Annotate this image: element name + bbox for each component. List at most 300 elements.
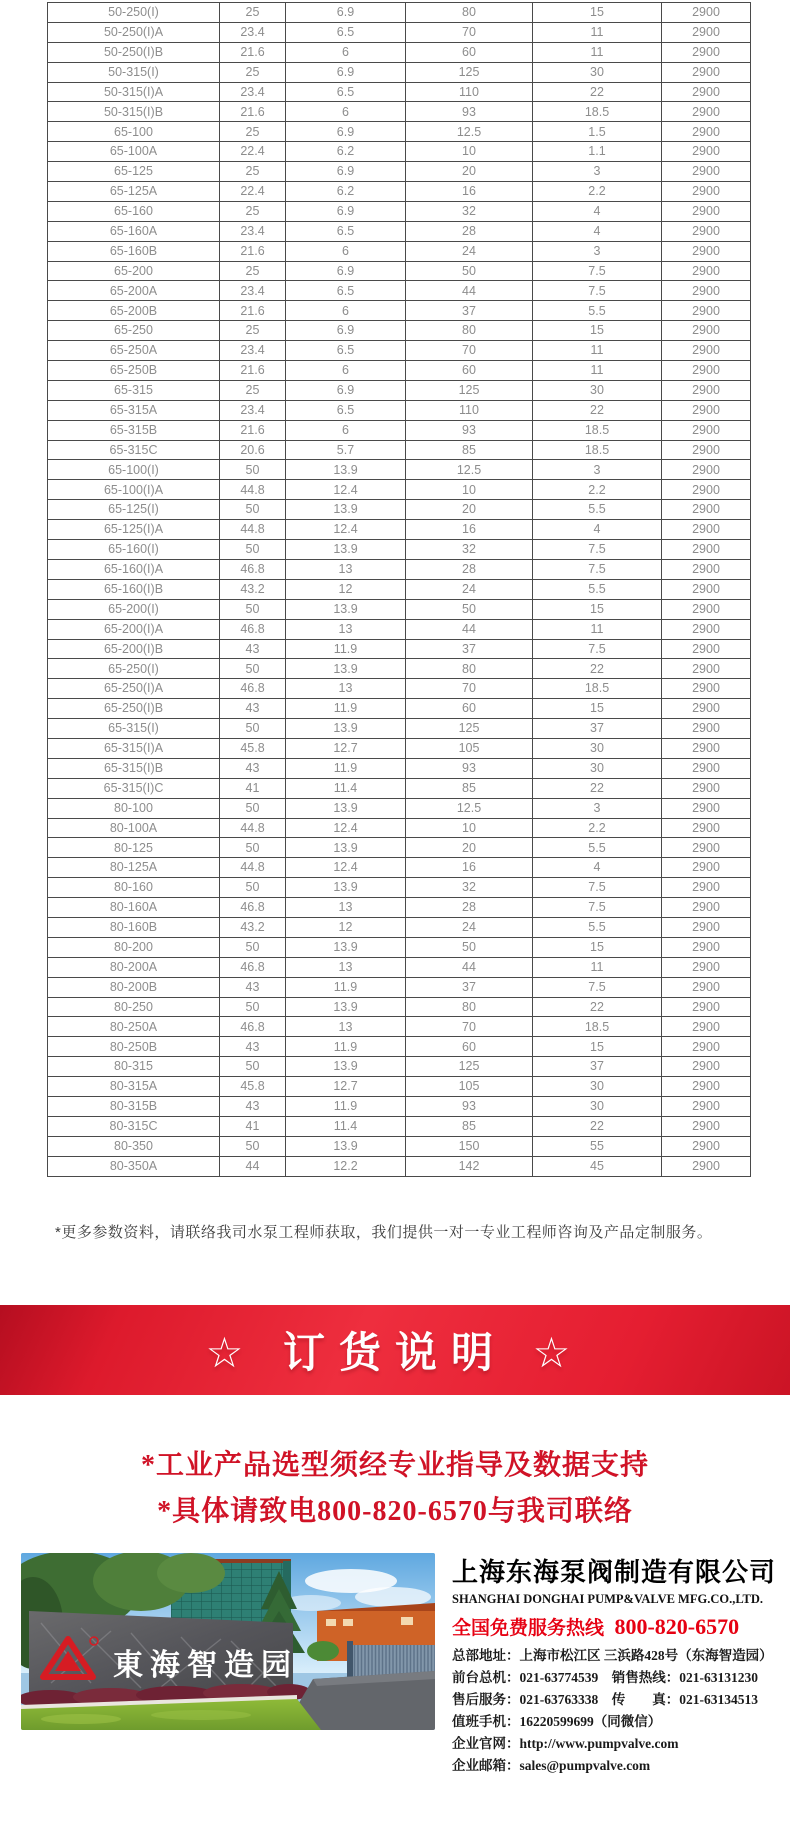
table-cell: 2900 <box>662 400 751 420</box>
table-row <box>48 818 751 838</box>
table-cell: 12 <box>286 917 406 937</box>
table-cell: 65-315C <box>48 440 220 460</box>
table-cell: 6.5 <box>286 400 406 420</box>
table-cell: 80-350A <box>48 1156 220 1176</box>
table-cell: 65-200(I)A <box>48 619 220 639</box>
table-cell: 44.8 <box>220 520 286 540</box>
table-cell: 6 <box>286 420 406 440</box>
table-cell: 50 <box>406 937 533 957</box>
table-row <box>48 122 751 142</box>
table-cell: 43 <box>220 1096 286 1116</box>
table-cell: 7.5 <box>533 898 662 918</box>
table-cell: 24 <box>406 241 533 261</box>
table-cell: 2900 <box>662 937 751 957</box>
table-cell: 65-315(I)B <box>48 758 220 778</box>
table-row <box>48 719 751 739</box>
table-cell: 5.5 <box>533 301 662 321</box>
table-cell: 80-100 <box>48 798 220 818</box>
table-cell: 70 <box>406 679 533 699</box>
table-cell: 65-315(I) <box>48 719 220 739</box>
table-cell: 65-250A <box>48 341 220 361</box>
table-cell: 2900 <box>662 241 751 261</box>
table-cell: 80-160A <box>48 898 220 918</box>
table-cell: 65-100 <box>48 122 220 142</box>
table-cell: 50 <box>406 599 533 619</box>
table-cell: 37 <box>406 301 533 321</box>
table-cell: 11 <box>533 341 662 361</box>
table-cell: 23.4 <box>220 221 286 241</box>
table-cell: 18.5 <box>533 440 662 460</box>
table-cell: 11.4 <box>286 778 406 798</box>
table-cell: 21.6 <box>220 420 286 440</box>
table-cell: 6 <box>286 301 406 321</box>
table-cell: 65-250 <box>48 321 220 341</box>
table-cell: 50-315(I)B <box>48 102 220 122</box>
table-cell: 2900 <box>662 699 751 719</box>
table-cell: 21.6 <box>220 241 286 261</box>
table-cell: 50-250(I)A <box>48 22 220 42</box>
table-cell: 44 <box>220 1156 286 1176</box>
table-cell: 85 <box>406 778 533 798</box>
table-cell: 65-160B <box>48 241 220 261</box>
table-row <box>48 917 751 937</box>
table-cell: 2900 <box>662 480 751 500</box>
table-cell: 2900 <box>662 500 751 520</box>
table-cell: 22 <box>533 400 662 420</box>
table-row <box>48 957 751 977</box>
table-cell: 12.5 <box>406 122 533 142</box>
table-cell: 18.5 <box>533 679 662 699</box>
table-cell: 43 <box>220 1037 286 1057</box>
table-cell: 13.9 <box>286 500 406 520</box>
table-row <box>48 599 751 619</box>
table-cell: 50 <box>220 500 286 520</box>
table-cell: 16 <box>406 520 533 540</box>
table-cell: 13.9 <box>286 878 406 898</box>
contact-address: 总部地址：上海市松江区 三浜路428号（东海智造园） <box>452 1648 773 1663</box>
table-cell: 65-315(I)C <box>48 778 220 798</box>
service-hotline <box>452 1613 782 1640</box>
table-cell: 18.5 <box>533 102 662 122</box>
table-row <box>48 361 751 381</box>
table-cell: 15 <box>533 1037 662 1057</box>
table-cell: 6.5 <box>286 281 406 301</box>
table-cell: 142 <box>406 1156 533 1176</box>
table-cell: 2900 <box>662 341 751 361</box>
table-row <box>48 1057 751 1077</box>
table-cell: 22 <box>533 778 662 798</box>
table-row <box>48 201 751 221</box>
table-cell: 11.9 <box>286 977 406 997</box>
table-row <box>48 540 751 560</box>
table-cell: 93 <box>406 758 533 778</box>
table-cell: 6.5 <box>286 341 406 361</box>
table-row <box>48 221 751 241</box>
table-cell: 3 <box>533 162 662 182</box>
table-cell: 2900 <box>662 858 751 878</box>
table-cell: 2900 <box>662 42 751 62</box>
table-cell: 2900 <box>662 898 751 918</box>
table-cell: 65-125 <box>48 162 220 182</box>
table-cell: 80-200A <box>48 957 220 977</box>
table-cell: 125 <box>406 62 533 82</box>
table-cell: 15 <box>533 937 662 957</box>
table-cell: 7.5 <box>533 878 662 898</box>
table-cell: 80-315C <box>48 1116 220 1136</box>
table-cell: 2900 <box>662 1136 751 1156</box>
table-cell: 2.2 <box>533 182 662 202</box>
table-cell: 6.5 <box>286 22 406 42</box>
table-cell: 50-250(I)B <box>48 42 220 62</box>
table-cell: 60 <box>406 361 533 381</box>
table-row <box>48 261 751 281</box>
selection-guidance-notice: *工业产品选型须经专业指导及数据支持 <box>140 1450 649 1481</box>
table-cell: 2900 <box>662 221 751 241</box>
table-cell: 2900 <box>662 619 751 639</box>
table-row <box>48 321 751 341</box>
table-row <box>48 1156 751 1176</box>
table-cell: 21.6 <box>220 102 286 122</box>
table-cell: 93 <box>406 420 533 440</box>
table-cell: 80-315B <box>48 1096 220 1116</box>
table-cell: 12.5 <box>406 460 533 480</box>
table-cell: 30 <box>533 1077 662 1097</box>
table-cell: 22.4 <box>220 182 286 202</box>
table-cell: 2900 <box>662 82 751 102</box>
table-row <box>48 400 751 420</box>
table-cell: 4 <box>533 858 662 878</box>
table-cell: 6.9 <box>286 3 406 23</box>
table-cell: 2900 <box>662 62 751 82</box>
table-cell: 50-250(I) <box>48 3 220 23</box>
table-row <box>48 440 751 460</box>
table-cell: 2900 <box>662 977 751 997</box>
table-cell: 13 <box>286 957 406 977</box>
table-cell: 13.9 <box>286 798 406 818</box>
table-row <box>48 858 751 878</box>
table-cell: 10 <box>406 142 533 162</box>
table-cell: 2900 <box>662 440 751 460</box>
table-cell: 2900 <box>662 460 751 480</box>
table-cell: 80-250A <box>48 1017 220 1037</box>
table-row <box>48 659 751 679</box>
table-cell: 15 <box>533 321 662 341</box>
table-cell: 93 <box>406 102 533 122</box>
table-cell: 125 <box>406 1057 533 1077</box>
table-cell: 10 <box>406 480 533 500</box>
table-cell: 80-200B <box>48 977 220 997</box>
table-cell: 23.4 <box>220 82 286 102</box>
table-cell: 6.9 <box>286 321 406 341</box>
table-cell: 85 <box>406 1116 533 1136</box>
table-cell: 46.8 <box>220 898 286 918</box>
table-cell: 41 <box>220 778 286 798</box>
table-row <box>48 22 751 42</box>
table-cell: 11 <box>533 619 662 639</box>
table-cell: 7.5 <box>533 261 662 281</box>
table-row <box>48 341 751 361</box>
table-cell: 12.4 <box>286 818 406 838</box>
table-cell: 2900 <box>662 1077 751 1097</box>
table-cell: 13 <box>286 679 406 699</box>
table-cell: 3 <box>533 460 662 480</box>
company-name-en: SHANGHAI DONGHAI PUMP&VALVE MFG.CO.,LTD. <box>452 1592 764 1606</box>
table-cell: 11.4 <box>286 1116 406 1136</box>
table-cell: 13 <box>286 898 406 918</box>
order-instructions-banner <box>0 1305 790 1395</box>
table-cell: 25 <box>220 321 286 341</box>
contact-phone-notice: *具体请致电800-820-6570与我司联络 <box>157 1496 633 1527</box>
table-cell: 2900 <box>662 361 751 381</box>
table-cell: 2900 <box>662 758 751 778</box>
table-cell: 46.8 <box>220 957 286 977</box>
table-cell: 13.9 <box>286 1136 406 1156</box>
table-cell: 2900 <box>662 1037 751 1057</box>
table-cell: 20 <box>406 162 533 182</box>
table-row <box>48 500 751 520</box>
table-cell: 43 <box>220 699 286 719</box>
table-cell: 21.6 <box>220 42 286 62</box>
table-cell: 2900 <box>662 997 751 1017</box>
campus-photo-art <box>21 1553 435 1730</box>
table-cell: 50 <box>220 1057 286 1077</box>
table-cell: 37 <box>533 719 662 739</box>
table-row <box>48 699 751 719</box>
table-cell: 2900 <box>662 639 751 659</box>
table-cell: 41 <box>220 1116 286 1136</box>
table-cell: 6.2 <box>286 182 406 202</box>
table-cell: 24 <box>406 917 533 937</box>
table-cell: 60 <box>406 699 533 719</box>
table-cell: 6.2 <box>286 142 406 162</box>
table-cell: 23.4 <box>220 400 286 420</box>
table-cell: 4 <box>533 221 662 241</box>
table-cell: 44 <box>406 281 533 301</box>
table-cell: 5.5 <box>533 838 662 858</box>
table-cell: 2900 <box>662 321 751 341</box>
table-cell: 2900 <box>662 1096 751 1116</box>
table-cell: 13.9 <box>286 460 406 480</box>
table-cell: 6.9 <box>286 122 406 142</box>
table-cell: 65-160(I)A <box>48 559 220 579</box>
table-cell: 32 <box>406 540 533 560</box>
contact-website: 企业官网：http://www.pumpvalve.com <box>452 1736 679 1751</box>
table-cell: 45 <box>533 1156 662 1176</box>
table-cell: 2900 <box>662 1116 751 1136</box>
table-row <box>48 162 751 182</box>
table-cell: 2900 <box>662 957 751 977</box>
table-cell: 5.7 <box>286 440 406 460</box>
table-cell: 25 <box>220 62 286 82</box>
table-cell: 2900 <box>662 162 751 182</box>
table-row <box>48 679 751 699</box>
table-cell: 28 <box>406 898 533 918</box>
table-cell: 32 <box>406 878 533 898</box>
table-cell: 2900 <box>662 878 751 898</box>
table-cell: 2900 <box>662 798 751 818</box>
hotline-number: 800-820-6570 <box>614 1614 740 1639</box>
table-cell: 12.4 <box>286 858 406 878</box>
table-cell: 65-200(I)B <box>48 639 220 659</box>
table-cell: 50 <box>220 719 286 739</box>
table-cell: 44 <box>406 619 533 639</box>
table-cell: 13.9 <box>286 719 406 739</box>
table-cell: 12.5 <box>406 798 533 818</box>
table-cell: 6 <box>286 361 406 381</box>
table-cell: 50 <box>220 798 286 818</box>
table-cell: 16 <box>406 858 533 878</box>
table-row <box>48 1037 751 1057</box>
company-campus-photo <box>21 1553 435 1730</box>
table-cell: 65-250(I)A <box>48 679 220 699</box>
table-cell: 65-315 <box>48 380 220 400</box>
table-cell: 25 <box>220 3 286 23</box>
table-cell: 25 <box>220 261 286 281</box>
table-cell: 110 <box>406 82 533 102</box>
table-cell: 2900 <box>662 579 751 599</box>
table-cell: 2900 <box>662 659 751 679</box>
table-cell: 13.9 <box>286 838 406 858</box>
table-cell: 2900 <box>662 818 751 838</box>
table-cell: 21.6 <box>220 301 286 321</box>
table-cell: 28 <box>406 221 533 241</box>
table-row <box>48 977 751 997</box>
table-cell: 25 <box>220 122 286 142</box>
table-cell: 13 <box>286 619 406 639</box>
table-row <box>48 639 751 659</box>
table-cell: 16 <box>406 182 533 202</box>
table-cell: 65-100A <box>48 142 220 162</box>
table-row <box>48 997 751 1017</box>
table-cell: 21.6 <box>220 361 286 381</box>
table-cell: 65-250(I) <box>48 659 220 679</box>
table-cell: 65-200(I) <box>48 599 220 619</box>
table-cell: 50 <box>220 937 286 957</box>
table-cell: 65-315B <box>48 420 220 440</box>
table-cell: 6.9 <box>286 62 406 82</box>
table-cell: 93 <box>406 1096 533 1116</box>
table-cell: 13.9 <box>286 599 406 619</box>
table-cell: 15 <box>533 699 662 719</box>
table-cell: 46.8 <box>220 1017 286 1037</box>
table-cell: 43 <box>220 639 286 659</box>
table-row <box>48 380 751 400</box>
table-cell: 110 <box>406 400 533 420</box>
table-cell: 50 <box>220 997 286 1017</box>
table-cell: 70 <box>406 22 533 42</box>
table-cell: 28 <box>406 559 533 579</box>
table-cell: 11.9 <box>286 699 406 719</box>
table-row <box>48 1116 751 1136</box>
table-row <box>48 42 751 62</box>
table-cell: 2900 <box>662 559 751 579</box>
table-cell: 13.9 <box>286 659 406 679</box>
table-cell: 125 <box>406 380 533 400</box>
table-cell: 18.5 <box>533 420 662 440</box>
table-cell: 5.5 <box>533 917 662 937</box>
table-row <box>48 738 751 758</box>
table-cell: 60 <box>406 1037 533 1057</box>
table-cell: 65-125(I) <box>48 500 220 520</box>
table-cell: 25 <box>220 162 286 182</box>
table-cell: 65-100(I)A <box>48 480 220 500</box>
table-cell: 2900 <box>662 102 751 122</box>
table-row <box>48 778 751 798</box>
table-row <box>48 838 751 858</box>
table-row <box>48 301 751 321</box>
table-cell: 15 <box>533 599 662 619</box>
table-cell: 23.4 <box>220 341 286 361</box>
table-cell: 2900 <box>662 679 751 699</box>
table-cell: 43.2 <box>220 917 286 937</box>
table-row <box>48 102 751 122</box>
table-cell: 15 <box>533 3 662 23</box>
table-cell: 2900 <box>662 917 751 937</box>
table-cell: 65-250(I)B <box>48 699 220 719</box>
table-cell: 2900 <box>662 738 751 758</box>
table-cell: 2900 <box>662 838 751 858</box>
table-row <box>48 480 751 500</box>
table-cell: 50 <box>220 1136 286 1156</box>
company-name: 上海东海泵阀制造有限公司 <box>452 1557 777 1587</box>
table-cell: 7.5 <box>533 559 662 579</box>
table-cell: 2900 <box>662 1156 751 1176</box>
table-row <box>48 241 751 261</box>
more-parameters-note: *更多参数资料，请联络我司水泵工程师获取，我们提供一对一专业工程师咨询及产品定制服务。 <box>55 1224 713 1241</box>
table-cell: 4 <box>533 201 662 221</box>
table-cell: 2900 <box>662 599 751 619</box>
table-cell: 2900 <box>662 142 751 162</box>
table-cell: 80-125A <box>48 858 220 878</box>
table-row <box>48 758 751 778</box>
table-cell: 43 <box>220 758 286 778</box>
table-cell: 55 <box>533 1136 662 1156</box>
table-cell: 50 <box>220 838 286 858</box>
table-cell: 12 <box>286 579 406 599</box>
table-cell: 25 <box>220 380 286 400</box>
table-cell: 2900 <box>662 380 751 400</box>
table-cell: 32 <box>406 201 533 221</box>
table-cell: 50-315(I) <box>48 62 220 82</box>
table-cell: 6.9 <box>286 201 406 221</box>
table-cell: 18.5 <box>533 1017 662 1037</box>
table-cell: 80 <box>406 997 533 1017</box>
table-cell: 50 <box>220 659 286 679</box>
table-cell: 23.4 <box>220 281 286 301</box>
spec-table-body <box>48 3 751 1177</box>
table-cell: 2900 <box>662 540 751 560</box>
table-cell: 20 <box>406 838 533 858</box>
table-row <box>48 420 751 440</box>
table-cell: 65-125A <box>48 182 220 202</box>
table-row <box>48 1096 751 1116</box>
table-cell: 2900 <box>662 520 751 540</box>
table-row <box>48 281 751 301</box>
table-cell: 13 <box>286 559 406 579</box>
table-cell: 43.2 <box>220 579 286 599</box>
table-cell: 23.4 <box>220 22 286 42</box>
table-cell: 85 <box>406 440 533 460</box>
table-cell: 13.9 <box>286 997 406 1017</box>
table-cell: 46.8 <box>220 559 286 579</box>
table-cell: 2900 <box>662 261 751 281</box>
table-cell: 6.9 <box>286 162 406 182</box>
table-cell: 11.9 <box>286 1037 406 1057</box>
table-row <box>48 937 751 957</box>
table-cell: 80-160 <box>48 878 220 898</box>
contact-after-sales: 售后服务：021-63763338 传 真：021-63134513 <box>452 1692 758 1707</box>
table-cell: 80 <box>406 3 533 23</box>
